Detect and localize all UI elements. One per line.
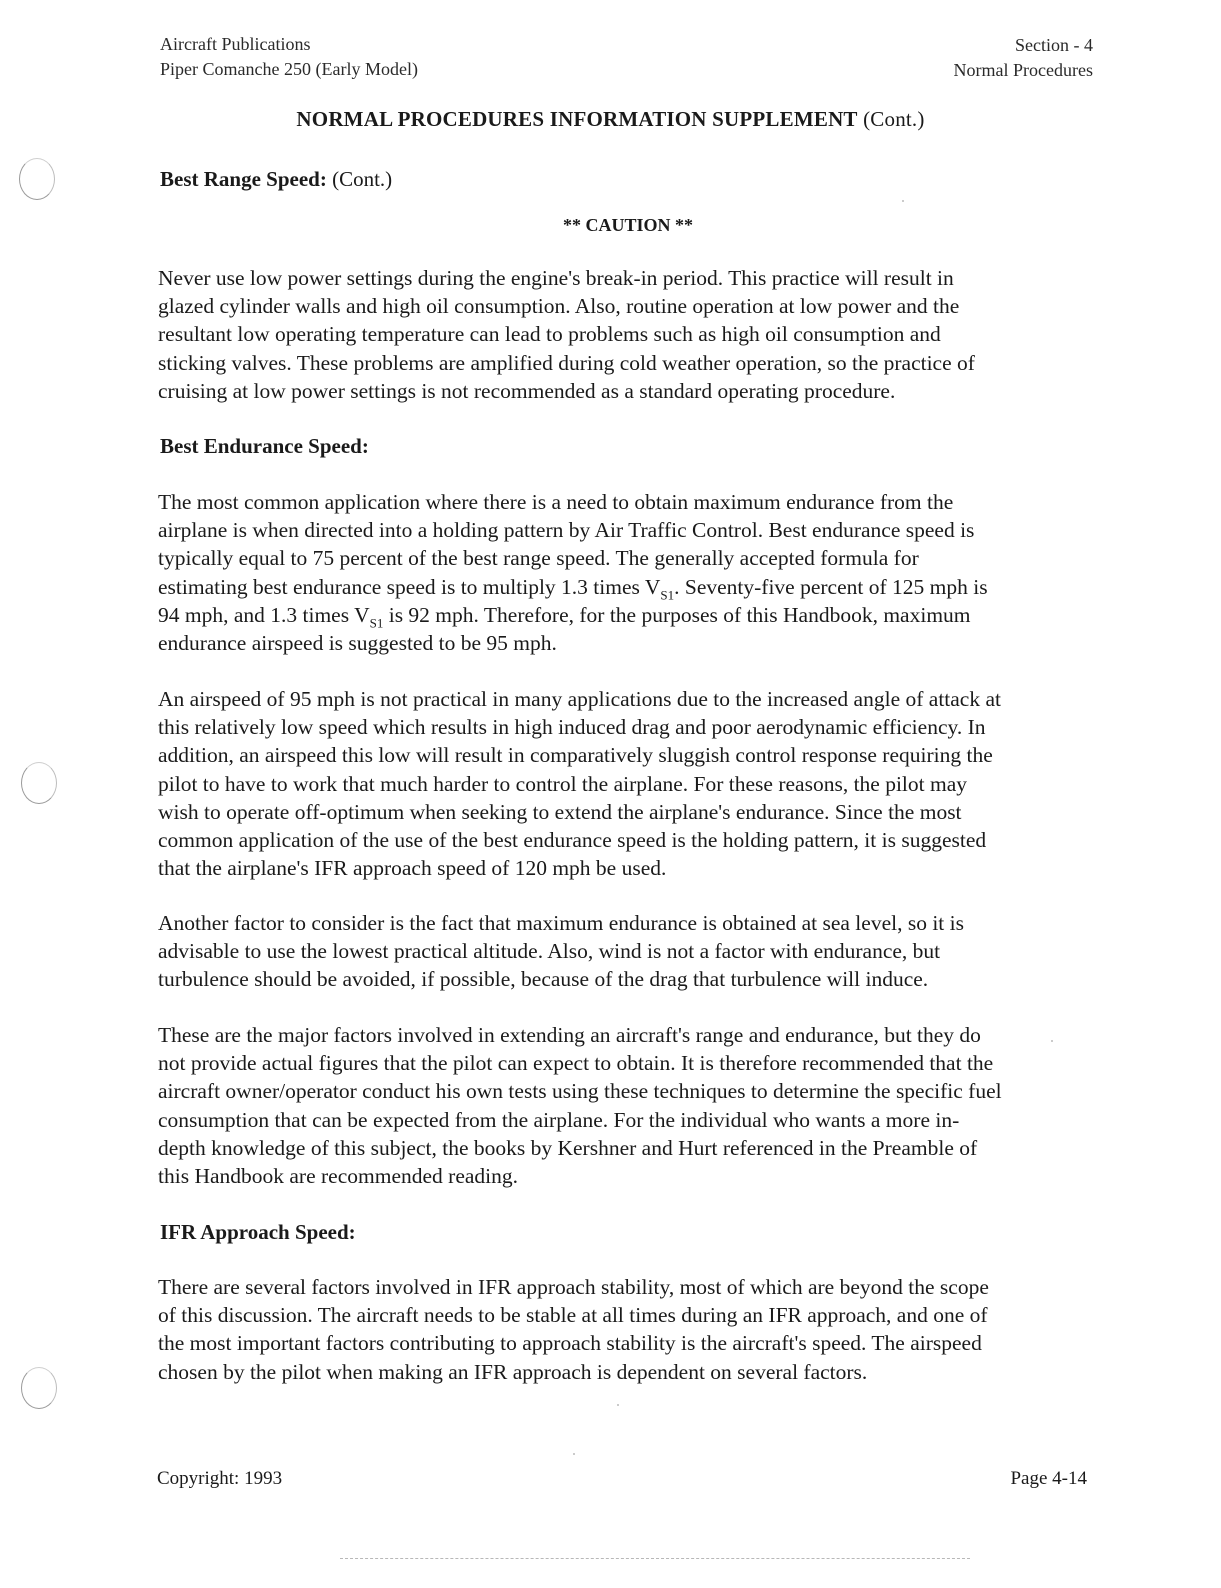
running-header-left [160,32,418,82]
endurance-paragraph-3 [158,909,964,994]
page-title [0,107,1221,132]
paragraph-line: chosen by the pilot when making an IFR approach is dependent on several factors. [158,1359,868,1384]
paragraph-line: The most common application where there is a need to obtain maximum endurance from the [158,490,954,514]
heading-ifr-approach-label: IFR Approach Speed: [160,1220,356,1244]
endurance-paragraph-2 [158,685,1001,882]
section-name: Normal Procedures [953,60,1093,80]
page-number: Page 4-14 [1010,1468,1087,1489]
paragraph-line: endurance airspeed is suggested to be 95 mph. [158,631,557,656]
paragraph-line: There are several factors involved in IFR approach stability, most of which are beyond the scope [158,1275,989,1299]
page-title-main: NORMAL PROCEDURES INFORMATION SUPPLEMENT [296,107,858,131]
paragraph-line: the most important factors contributing to approach stability is the aircraft's speed. The airspeed [158,1331,982,1356]
paragraph-line: of this discussion. The aircraft needs to be stable at all times during an IFR approach, and one of [158,1303,988,1328]
subscript-s1: S1 [369,615,384,631]
heading-best-range-label: Best Range Speed: [160,167,327,191]
scan-speck [1051,1040,1053,1042]
line-text: 94 mph, and 1.3 times V [158,602,370,627]
paragraph-line: These are the major factors involved in extending an aircraft's range and endurance, but they do [158,1023,981,1047]
punch-hole-middle [21,762,57,804]
heading-best-range-speed [160,165,392,193]
scan-edge-artifact [340,1558,970,1559]
paragraph-line: that the airplane's IFR approach speed of 120 mph be used. [158,856,667,881]
paragraph-line: common application of the use of the best endurance speed is the holding pattern, it is suggested [158,828,987,853]
paragraph-line: Never use low power settings during the engine's break-in period. This practice will result in [158,266,954,290]
line-text: estimating best endurance speed is to multiply 1.3 times V [158,574,661,599]
paragraph-line: depth knowledge of this subject, the books by Kershner and Hurt referenced in the Preamble of [158,1135,978,1160]
paragraph-line: cruising at low power settings is not recommended as a standard operating procedure. [158,378,896,403]
paragraph-line: glazed cylinder walls and high oil consumption. Also, routine operation at low power and the [158,294,960,319]
paragraph-line [158,573,988,601]
page-title-suffix: (Cont.) [857,107,925,131]
paragraph-line: aircraft owner/operator conduct his own tests using these techniques to determine the specific fuel [158,1079,1002,1104]
paragraph-line: this Handbook are recommended reading. [158,1164,518,1189]
paragraph-line: turbulence should be avoided, if possible, because of the drag that turbulence will induce. [158,967,929,992]
paragraph-line: not provide actual figures that the pilot can expect to obtain. It is therefore recommended that the [158,1051,994,1076]
paragraph-line: wish to operate off-optimum when seeking to extend the airplane's endurance. Since the most [158,799,962,824]
paragraph-line: An airspeed of 95 mph is not practical in many applications due to the increased angle of attack at [158,687,1001,711]
punch-hole-bottom [21,1367,57,1409]
line-text: is 92 mph. Therefore, for the purposes of this Handbook, maximum [383,602,971,627]
heading-best-range-suffix: (Cont.) [326,167,393,191]
caution-paragraph [158,264,975,405]
aircraft-model: Piper Comanche 250 (Early Model) [160,59,418,79]
paragraph-line: addition, an airspeed this low will result in comparatively sluggish control response requiring the [158,743,993,768]
copyright-notice: Copyright: 1993 [157,1468,283,1489]
running-header-right [954,33,1093,83]
paragraph-line: consumption that can be expected from the airplane. For the individual who wants a more in- [158,1107,960,1132]
section-number: Section - 4 [1015,35,1093,55]
scan-speck [573,1453,575,1455]
heading-ifr-approach-speed [160,1218,356,1246]
ifr-paragraph-1 [158,1273,989,1386]
paragraph-line: Another factor to consider is the fact that maximum endurance is obtained at sea level, so it is [158,911,964,935]
paragraph-line: airplane is when directed into a holding pattern by Air Traffic Control. Best endurance speed is [158,518,975,543]
scan-speck [902,200,904,202]
line-text: . Seventy-five percent of 125 mph is [674,574,988,599]
paragraph-line: typically equal to 75 percent of the best range speed. The generally accepted formula for [158,546,919,571]
paragraph-line: this relatively low speed which results in high induced drag and poor aerodynamic efficiency. In [158,715,986,740]
heading-best-endurance-label: Best Endurance Speed: [160,434,369,458]
endurance-paragraph-1 [158,488,988,657]
paragraph-line: resultant low operating temperature can lead to problems such as high oil consumption and [158,322,941,347]
publisher-name: Aircraft Publications [160,34,311,54]
paragraph-line [158,601,988,629]
scan-speck [617,1404,619,1406]
paragraph-line: advisable to use the lowest practical altitude. Also, wind is not a factor with endurance, but [158,939,941,964]
punch-hole-top [19,158,55,200]
paragraph-line: pilot to have to work that much harder to control the airplane. For these reasons, the pilot may [158,771,968,796]
heading-best-endurance-speed [160,432,369,460]
caution-label: ** CAUTION ** [562,215,693,235]
paragraph-line: sticking valves. These problems are amplified during cold weather operation, so the practice of [158,350,975,375]
subscript-s1: S1 [660,586,675,602]
endurance-paragraph-4 [158,1021,1002,1190]
